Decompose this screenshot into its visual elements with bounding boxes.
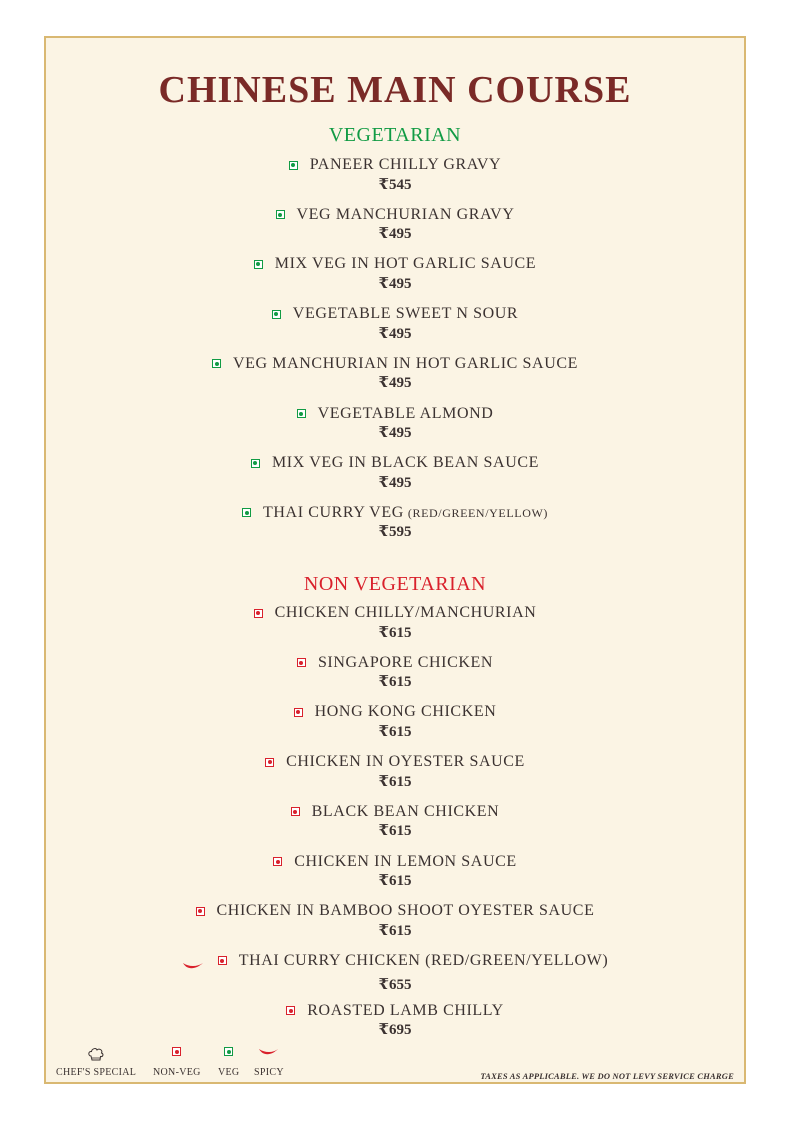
menu-item-price: ₹495 (378, 425, 412, 441)
menu-item-name-row (297, 654, 493, 672)
veg-mark-icon (272, 310, 281, 319)
legend-nonveg (153, 1047, 201, 1078)
menu-item-name-row (289, 156, 501, 174)
legend-chefs-special-label: CHEF'S SPECIAL (56, 1067, 137, 1078)
menu-item (46, 305, 744, 343)
menu-item-name-row (291, 803, 500, 821)
menu-item (46, 654, 744, 692)
menu-item-name: PANEER CHILLY GRAVY (309, 156, 502, 173)
menu-item (46, 952, 744, 994)
menu-item-price: ₹495 (378, 375, 412, 392)
menu-item-price: ₹495 (378, 226, 412, 243)
menu-page (44, 36, 746, 1084)
menu-item-name-row (212, 355, 578, 373)
menu-item-name: CHICKEN IN LEMON SAUCE (294, 852, 517, 870)
legend-spicy-label: SPICY (254, 1067, 284, 1078)
veg-mark-icon (212, 359, 221, 368)
menu-item-price: ₹695 (378, 1022, 412, 1039)
legend-veg-label: VEG (218, 1067, 240, 1078)
menu-item-name: MIX VEG IN HOT GARLIC SAUCE (274, 255, 537, 273)
menu-item-price: ₹495 (378, 325, 412, 342)
legend-spicy (254, 1047, 284, 1078)
menu-item-name: THAI CURRY VEG (263, 503, 404, 521)
menu-item (46, 454, 744, 492)
menu-item-price: ₹495 (378, 474, 412, 491)
menu-item (46, 206, 744, 244)
menu-item-name: VEG MANCHURIAN IN HOT GARLIC SAUCE (233, 354, 578, 372)
veg-mark-icon (289, 161, 298, 170)
menu-item-name-row (294, 703, 497, 721)
page-title: CHINESE MAIN COURSE (158, 69, 632, 111)
section-heading-vegetarian: VEGETARIAN (328, 124, 462, 146)
menu-item-price: ₹615 (378, 922, 412, 939)
nonveg-mark-icon (196, 907, 205, 916)
menu-item-name-row (265, 753, 525, 771)
menu-item (46, 803, 744, 841)
menu-item (46, 753, 744, 791)
nonveg-mark-icon (254, 609, 263, 618)
menu-item-name-row (286, 1002, 503, 1020)
menu-item (46, 604, 744, 642)
menu-item (46, 902, 744, 940)
menu-item (46, 255, 744, 293)
menu-item-price: ₹615 (378, 723, 412, 740)
chili-icon (254, 1047, 284, 1063)
menu-item (46, 355, 744, 393)
menu-item (46, 504, 744, 542)
section-heading-non-vegetarian: NON VEGETARIAN (303, 573, 487, 595)
menu-item-name-row (297, 405, 494, 423)
menu-item-price: ₹545 (378, 176, 412, 193)
menu-item (46, 1002, 744, 1040)
chili-icon (182, 957, 204, 965)
menu-item-name: HONG KONG CHICKEN (314, 703, 497, 721)
menu-item-price: ₹615 (378, 674, 412, 691)
menu-item-name: VEGETABLE ALMOND (317, 404, 494, 422)
veg-mark-icon (297, 409, 306, 418)
menu-item-name: BLACK BEAN CHICKEN (311, 802, 500, 820)
footer-note: TAXES AS APPLICABLE. WE DO NOT LEVY SERVICE CHARGE (480, 1071, 734, 1081)
menu-item-price: ₹615 (378, 823, 412, 840)
legend-chefs-special (56, 1047, 136, 1078)
veg-mark-icon (254, 260, 263, 269)
menu-item-price: ₹595 (378, 524, 412, 541)
menu-item-name: CHICKEN IN OYESTER SAUCE (286, 753, 525, 771)
menu-item (46, 156, 744, 194)
menu-item-name: ROASTED LAMB CHILLY (307, 1001, 504, 1019)
menu-item-name-row (254, 255, 536, 273)
menu-item-name: THAI CURRY CHICKEN (RED/GREEN/YELLOW) (238, 951, 609, 969)
menu-item-name: CHICKEN CHILLY/MANCHURIAN (274, 604, 537, 621)
veg-mark-icon (251, 459, 260, 468)
nonveg-mark-icon (265, 758, 274, 767)
menu-item-name-row (251, 454, 539, 472)
menu-item-name: VEGETABLE SWEET N SOUR (292, 305, 519, 323)
menu-item-name-row (276, 206, 515, 224)
menu-item-price: ₹495 (378, 275, 412, 292)
menu-item-name-row (196, 902, 595, 920)
nonveg-mark-icon (286, 1006, 295, 1015)
menu-item-name: VEG MANCHURIAN GRAVY (296, 205, 515, 223)
menu-item-name-row (182, 952, 609, 970)
menu-item-name: MIX VEG IN BLACK BEAN SAUCE (271, 454, 540, 472)
nonveg-mark-icon (218, 956, 227, 965)
menu-item (46, 703, 744, 741)
menu-item-price: ₹615 (378, 624, 412, 641)
nonveg-mark-icon (172, 1047, 181, 1056)
menu-item-name: CHICKEN IN BAMBOO SHOOT OYESTER SAUCE (216, 902, 595, 920)
menu-item (46, 405, 744, 443)
menu-item-name-row (272, 305, 518, 323)
nonveg-mark-icon (273, 857, 282, 866)
menu-item-price: ₹615 (378, 773, 412, 790)
veg-mark-icon (224, 1047, 233, 1056)
menu-item (46, 853, 744, 891)
chef-hat-icon (56, 1047, 136, 1063)
legend-veg (218, 1047, 239, 1078)
veg-mark-icon (242, 508, 251, 517)
menu-item-price: ₹615 (378, 873, 412, 889)
menu-item-name-row (254, 604, 537, 622)
nonveg-mark-icon (297, 658, 306, 667)
menu-item-name-row (242, 504, 548, 522)
veg-mark-icon (276, 210, 285, 219)
menu-item-name: SINGAPORE CHICKEN (317, 653, 494, 671)
legend-nonveg-label: NON-VEG (153, 1067, 201, 1078)
nonveg-mark-icon (291, 807, 300, 816)
menu-item-name-row (273, 853, 517, 871)
menu-item-variant: (RED/GREEN/YELLOW) (407, 505, 548, 520)
menu-item-price: ₹655 (378, 976, 412, 993)
nonveg-mark-icon (294, 708, 303, 717)
